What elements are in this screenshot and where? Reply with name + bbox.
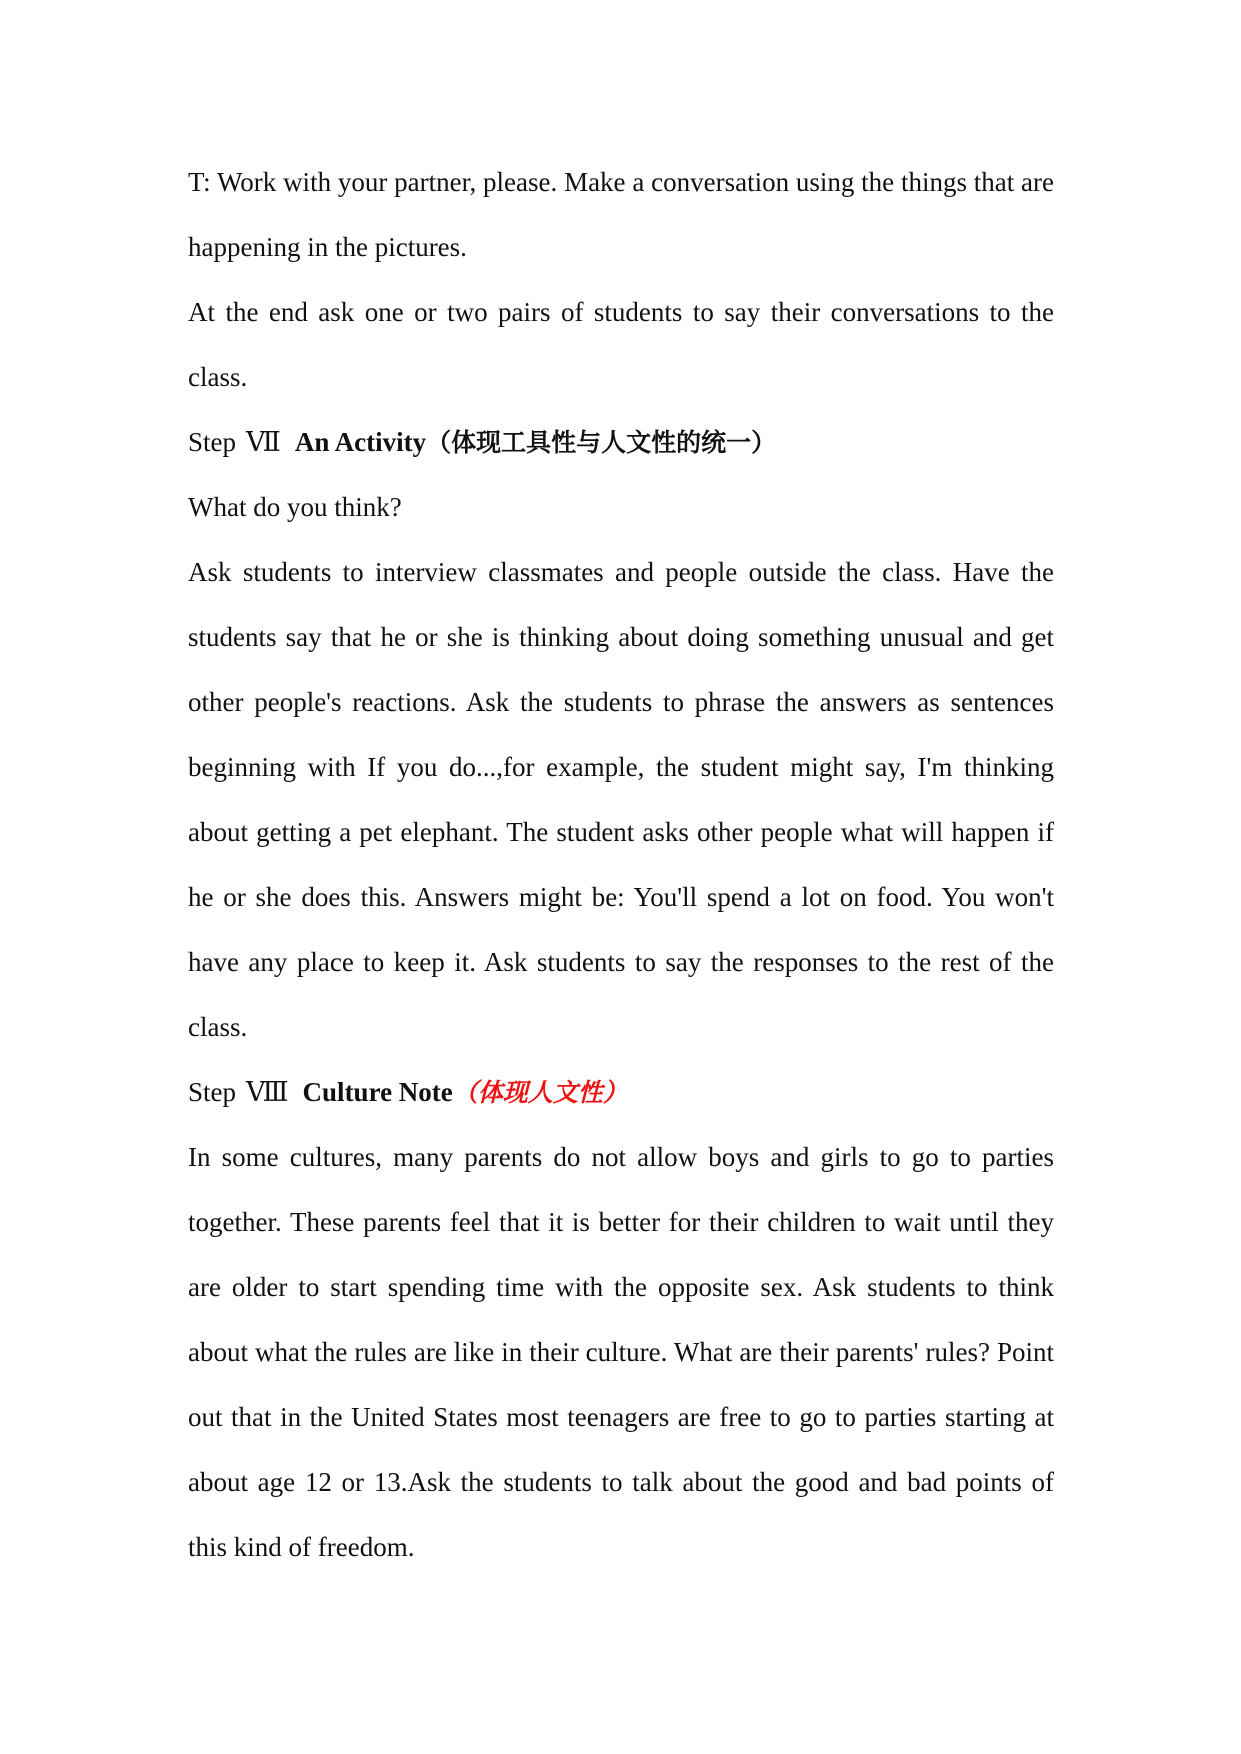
step-7-note: （体现工具性与人文性的统一） bbox=[426, 428, 777, 457]
step-8-label: Step bbox=[188, 1077, 237, 1107]
step-8-number: Ⅷ bbox=[246, 1077, 289, 1107]
step-8-title: Culture Note bbox=[302, 1077, 453, 1107]
step-7-label: Step bbox=[188, 427, 237, 457]
document-body bbox=[188, 150, 1054, 1580]
step-7-title: An Activity bbox=[294, 427, 427, 457]
paragraph-culture-note: In some cultures, many parents do not allow boys and girls to go to parties together. These parents feel that it is better for their children to wait until they are older to start spending time with the opposite sex. Ask students to think about what the rules are like in their culture. What are their parents' rules? Point out that in the United States most teenagers are free to go to parties starting at about age 12 or 13.Ask the students to talk about the good and bad points of this kind of freedom. bbox=[188, 1142, 1054, 1562]
paragraph-pairs-present: At the end ask one or two pairs of students to say their conversations to the class. bbox=[188, 297, 1054, 392]
step-7-number: Ⅶ bbox=[246, 427, 281, 457]
step-8-note: （体现人文性） bbox=[452, 1078, 628, 1107]
paragraph-partner-conversation: T: Work with your partner, please. Make a conversation using the things that are happening in the pictures. bbox=[188, 167, 1054, 262]
step-8-heading bbox=[188, 1060, 1054, 1125]
paragraph-interview-activity: Ask students to interview classmates and people outside the class. Have the students say that he or she is thinking about doing something unusual and get other people's reactions. Ask the students to phrase the answers as sentences beginning with If you do...,for example, the student might say, I'm thinking about getting a pet elephant. The student asks other people what will happen if he or she does this. Answers might be: You'll spend a lot on food. You won't have any place to keep it. Ask students to say the responses to the rest of the class. bbox=[188, 557, 1054, 1042]
paragraph-what-do-you-think: What do you think? bbox=[188, 492, 402, 522]
step-7-heading bbox=[188, 410, 1054, 475]
